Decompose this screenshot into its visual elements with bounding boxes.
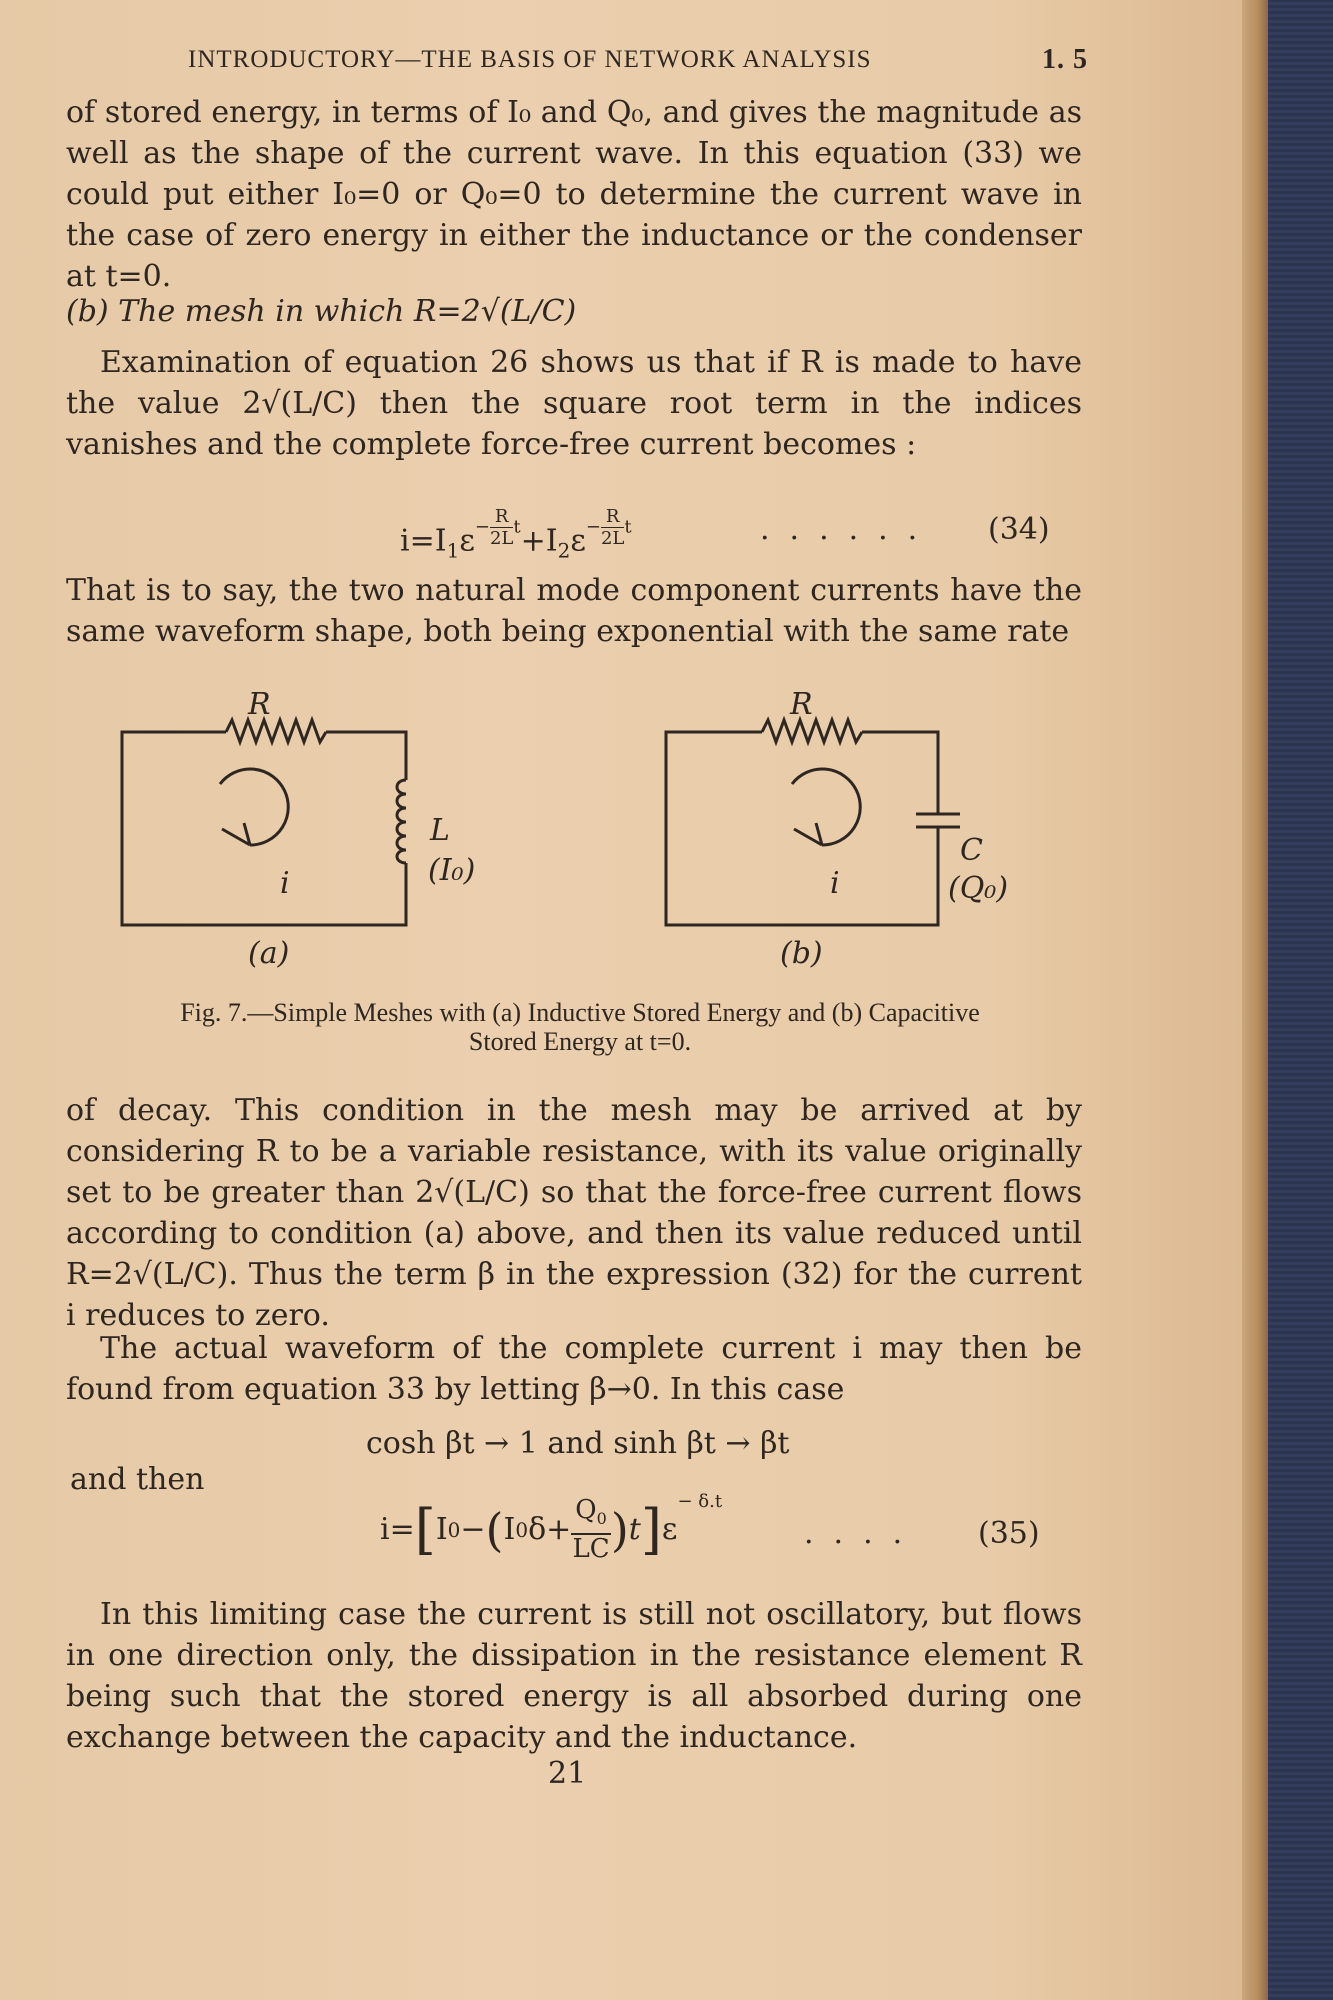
eq34-exp2-den: 2L bbox=[600, 528, 625, 549]
eq35-inner-sub: 0 bbox=[515, 1517, 529, 1542]
figure-label-b: (b) bbox=[780, 936, 823, 971]
mesh-a-wire-right bbox=[326, 732, 406, 780]
eq34-exp1-num: R bbox=[490, 506, 513, 528]
leader-dots: ...... bbox=[760, 512, 938, 547]
label-current-b: i bbox=[830, 866, 840, 901]
label-r-a: R bbox=[248, 687, 271, 722]
paragraph-stored-energy: of stored energy, in terms of I₀ and Q₀, and gives the magnitude as well as the shape of the current wave. In this equation (33) we could put either I₀=0 or Q₀=0 to determine the current wave in the case of zero energy in either the inductance or the condenser at t=0. bbox=[66, 95, 1082, 294]
mesh-a bbox=[122, 720, 406, 925]
mesh-b-wire-right bbox=[862, 732, 938, 814]
figure-caption bbox=[100, 998, 1060, 1056]
eq35-lhs: i= bbox=[380, 1512, 415, 1548]
current-arrowhead-b bbox=[794, 823, 822, 845]
book-cover bbox=[1268, 0, 1333, 2000]
eq34-exponent1: − $\frac{R}{2L}$ t bbox=[474, 506, 521, 549]
running-title: INTRODUCTORY—THE BASIS OF NETWORK ANALYSIS bbox=[188, 46, 872, 73]
eq35-inner-i: I bbox=[503, 1512, 516, 1548]
eq35-delta: δ+ bbox=[528, 1512, 572, 1548]
eq35-minus: − bbox=[460, 1512, 486, 1548]
running-header bbox=[188, 40, 1088, 80]
section-number: 1. 5 bbox=[1042, 44, 1088, 75]
eq35-sub0: 0 bbox=[447, 1517, 461, 1542]
label-i0: (I₀) bbox=[428, 853, 476, 888]
eq34-sub1: 1 bbox=[446, 538, 460, 563]
equation-35 bbox=[380, 1491, 723, 1565]
resistor-b bbox=[762, 720, 862, 742]
label-current-a: i bbox=[280, 866, 290, 901]
eq35-lc: LC bbox=[572, 1534, 610, 1565]
mesh-b bbox=[666, 720, 960, 925]
equation-number-34: (34) bbox=[988, 512, 1050, 547]
eq34-exp2-num: R bbox=[601, 506, 624, 528]
mesh-b-wire-left bbox=[666, 732, 938, 925]
and-then: and then bbox=[70, 1462, 205, 1497]
page-edges bbox=[1242, 0, 1268, 2000]
label-c: C bbox=[960, 833, 983, 868]
eq34-exp1-t: t bbox=[513, 516, 521, 538]
label-r-b: R bbox=[790, 687, 813, 722]
label-q0: (Q₀) bbox=[948, 871, 1009, 906]
paragraph-natural-modes: That is to say, the two natural mode component currents have the same waveform shape, both being exponential with the same rate bbox=[66, 573, 1082, 649]
eq34-lhs: i=I bbox=[400, 523, 447, 559]
eq35-t: t bbox=[628, 1512, 641, 1548]
subsection-heading-b: (b) The mesh in which R=2√(L/C) bbox=[66, 294, 577, 329]
resistor-a bbox=[226, 720, 326, 742]
caption-line-1: Fig. 7.—Simple Meshes with (a) Inductive Stored Energy and (b) Capacitive bbox=[180, 998, 980, 1027]
caption-line-2: Stored Energy at t=0. bbox=[468, 1027, 692, 1056]
eq35-eps: ε bbox=[661, 1512, 678, 1548]
eq34-exp1-den: 2L bbox=[489, 528, 514, 549]
equation-number-35: (35) bbox=[978, 1516, 1040, 1551]
eq35-q0-sub: 0 bbox=[596, 1509, 607, 1529]
bracket-close: ] bbox=[640, 1497, 662, 1561]
eq34-sub2: 2 bbox=[557, 538, 571, 563]
leader-dots-35: .... bbox=[804, 1516, 923, 1551]
label-l: L bbox=[430, 813, 450, 848]
eq35-i0: I bbox=[435, 1512, 448, 1548]
eq34-plus: +I bbox=[520, 523, 558, 559]
figure-label-a: (a) bbox=[248, 936, 290, 971]
eq35-exponent: − δ.t bbox=[677, 1491, 723, 1513]
eq35-fraction bbox=[571, 1496, 611, 1563]
equation-34 bbox=[400, 506, 632, 563]
figure-7-circuits bbox=[100, 680, 1100, 990]
paren-close: ) bbox=[610, 1502, 629, 1557]
eq34-exp2-t: t bbox=[624, 516, 632, 538]
eq35-fraction-num bbox=[571, 1496, 611, 1535]
eq35-q0: Q bbox=[575, 1495, 597, 1525]
paren-open: ( bbox=[485, 1502, 504, 1557]
paragraph-limiting-case: In this limiting case the current is still not oscillatory, but flows in one direction only, the dissipation in the resistance element R being such that the stored energy is all absorbed during one exchange between the capacity and the inductance. bbox=[66, 1597, 1082, 1755]
page-number: 21 bbox=[548, 1756, 587, 1791]
mesh-a-wire-left bbox=[122, 732, 406, 925]
inductor-a bbox=[397, 780, 406, 863]
paragraph-decay: of decay. This condition in the mesh may be arrived at by considering R to be a variable resistance, with its value originally set to be greater than 2√(L/C) so that the force-free current flows according to condition (a) above, and then its value reduced until R=2√(L/C). Thus the term β in the expression (32) for the current i reduces to zero. bbox=[66, 1093, 1082, 1333]
bracket-open: [ bbox=[414, 1497, 436, 1561]
eq34-eps1: ε bbox=[459, 523, 475, 559]
limits-line: cosh βt → 1 and sinh βt → βt bbox=[366, 1426, 790, 1461]
eq34-exponent2: − $\frac{R}{2L}$ t bbox=[585, 506, 632, 549]
current-arrowhead-a bbox=[222, 823, 250, 845]
eq34-eps2: ε bbox=[570, 523, 586, 559]
paragraph-examination: Examination of equation 26 shows us that if R is made to have the value 2√(L/C) then the square root term in the indices vanishes and the complete force-free current becomes : bbox=[66, 345, 1082, 462]
paragraph-waveform: The actual waveform of the complete current i may then be found from equation 33 by letting β→0. In this case bbox=[66, 1331, 1082, 1407]
